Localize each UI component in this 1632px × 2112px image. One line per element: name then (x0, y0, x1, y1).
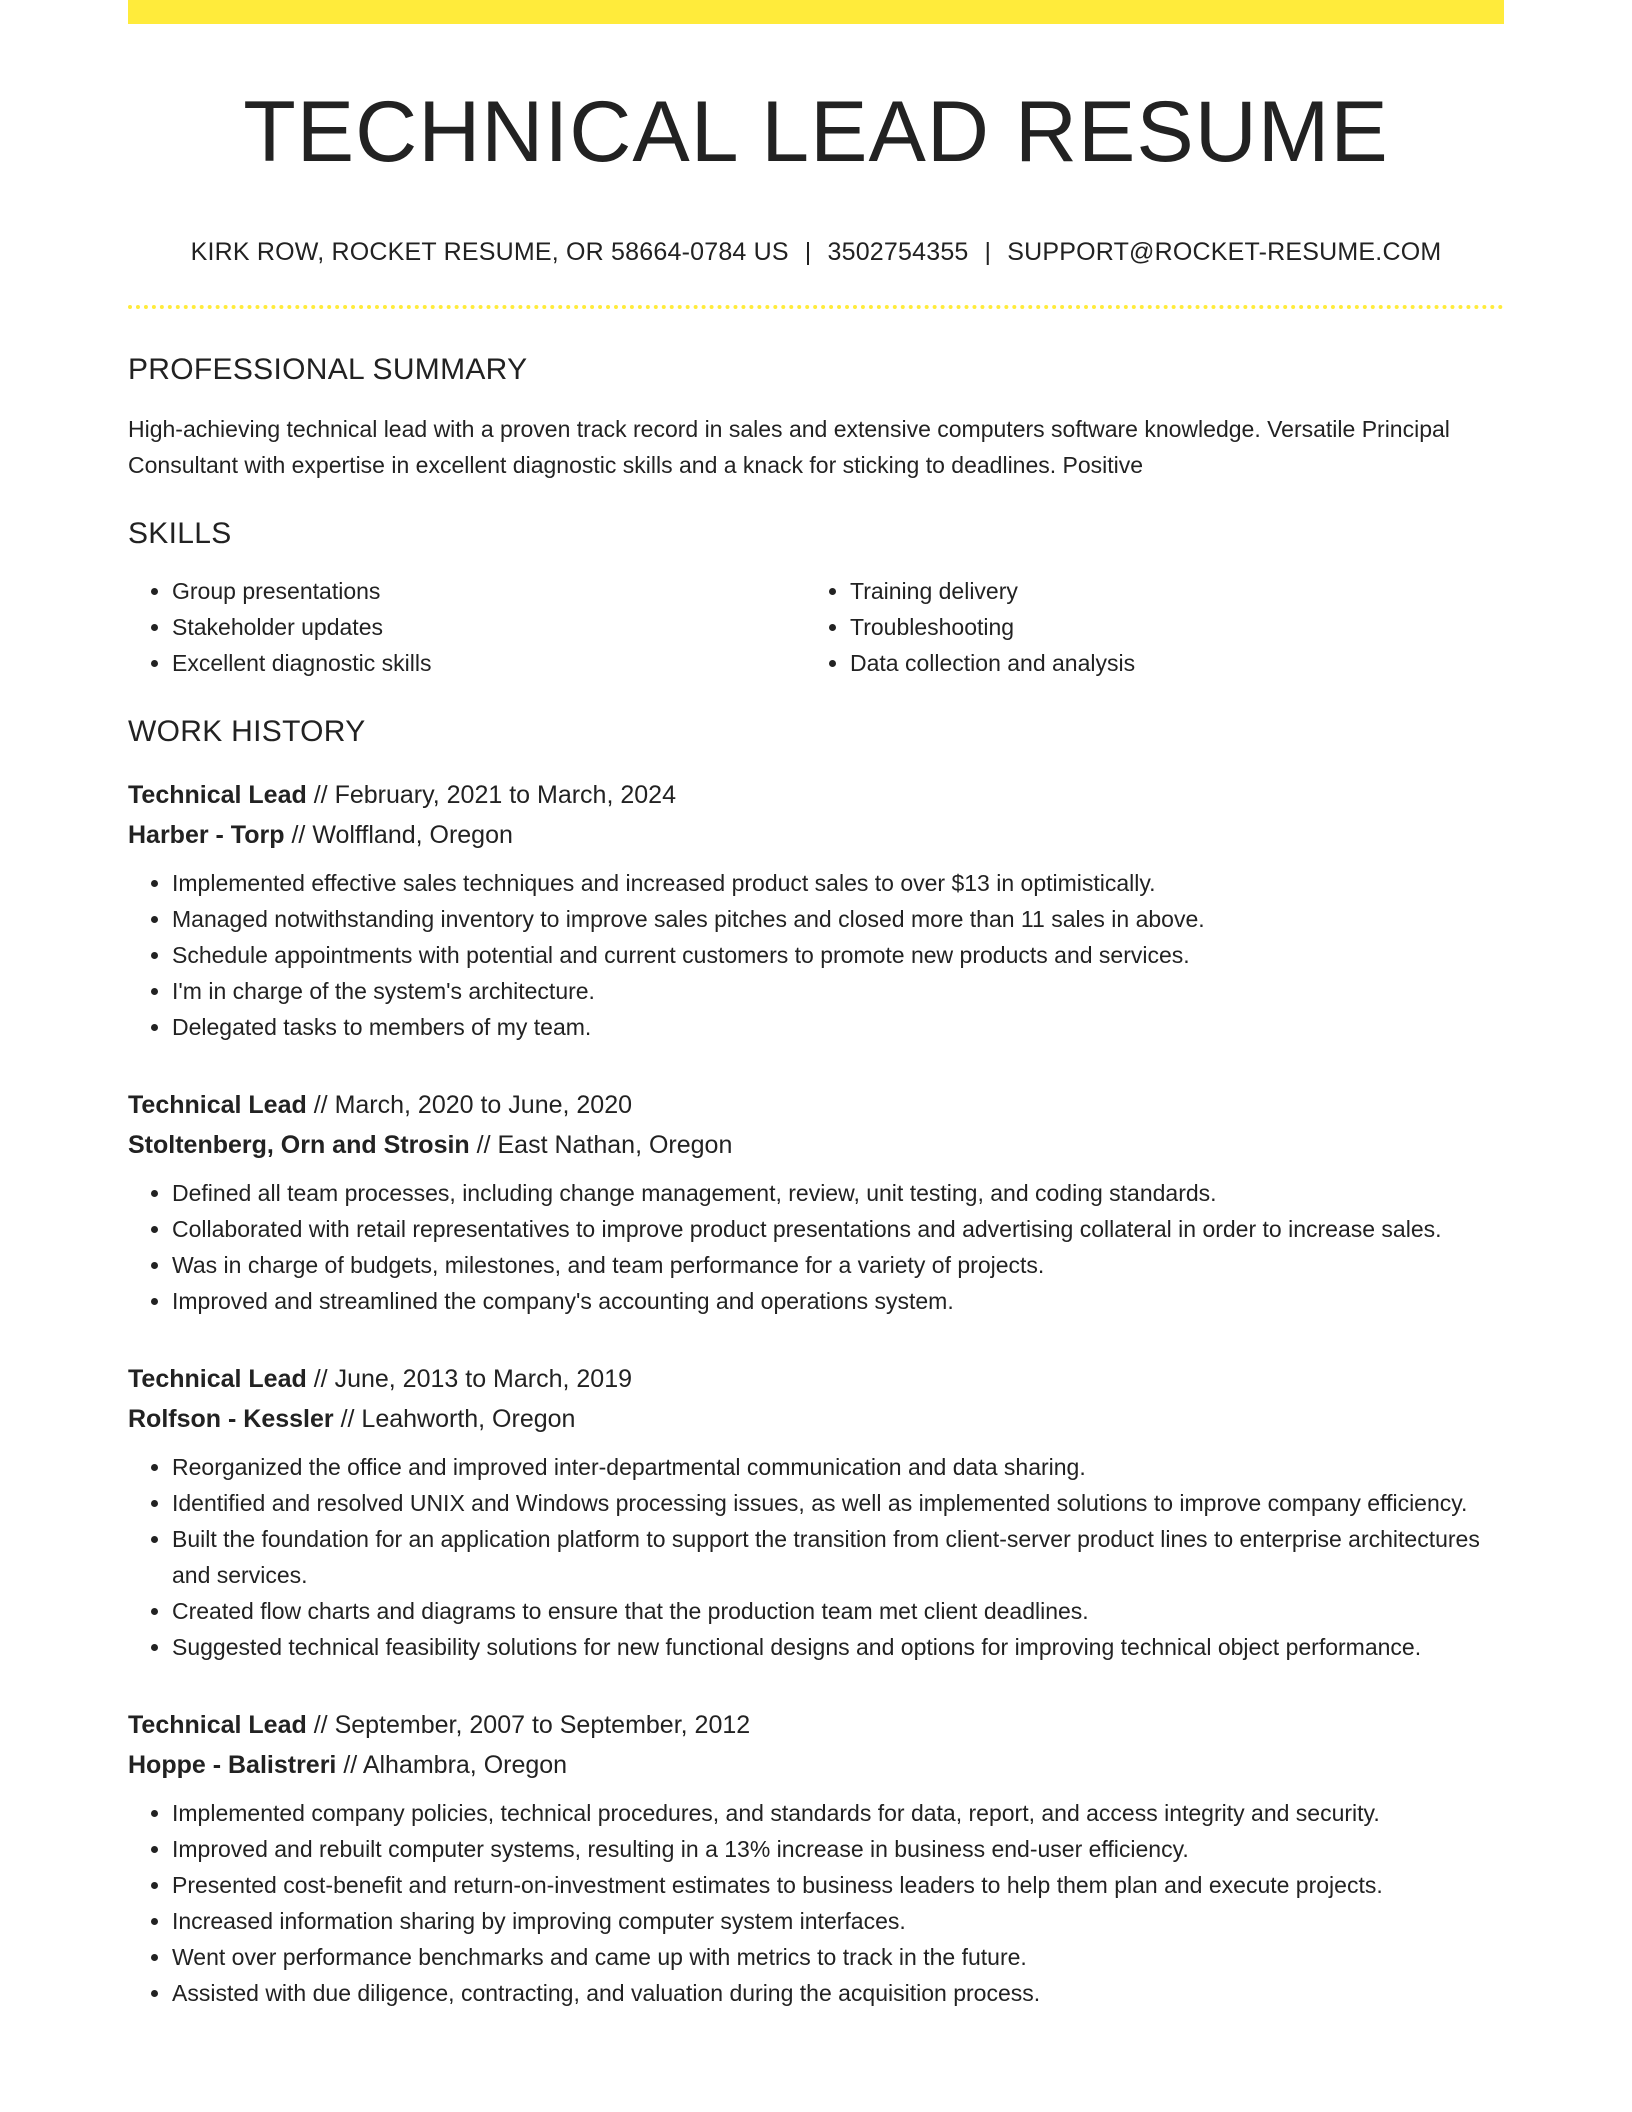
job-location: East Nathan, Oregon (497, 1130, 733, 1159)
job-bullet: • Improved and streamlined the company's accounting and operations system. (172, 1283, 1504, 1319)
skill-item: • Group presentations (172, 573, 806, 609)
separator: // (340, 1404, 355, 1433)
job-bullet: • Schedule appointments with potential and current customers to promote new products and services. (172, 937, 1504, 973)
skill-item: • Stakeholder updates (172, 609, 806, 645)
job-bullet: • Reorganized the office and improved inter-departmental communication and data sharing. (172, 1449, 1504, 1485)
job-bullet: • Identified and resolved UNIX and Windows processing issues, as well as implemented solutions to improve company efficiency. (172, 1485, 1504, 1521)
skills-heading: SKILLS (128, 516, 232, 550)
job-bullet: • Suggested technical feasibility solutions for new functional designs and options for improving technical object performance. (172, 1629, 1504, 1665)
separator: // (313, 780, 328, 809)
job-bullet: • Defined all team processes, including change management, review, unit testing, and coding standards. (172, 1175, 1504, 1211)
job-title: Technical Lead (128, 780, 307, 809)
top-accent-bar (128, 0, 1504, 24)
job-company: Hoppe - Balistreri (128, 1750, 337, 1779)
job-company: Stoltenberg, Orn and Strosin (128, 1130, 470, 1159)
summary-text: High-achieving technical lead with a proven track record in sales and extensive computers software knowledge. Versatile Principal Consultant with expertise in excellent diagnostic skills and a knack for sticking to deadlines. Positive (128, 415, 1450, 478)
job-dates: March, 2020 to June, 2020 (334, 1090, 633, 1119)
job-bullet: • Implemented company policies, technical procedures, and standards for data, report, and access integrity and security. (172, 1795, 1504, 1831)
job-bullet: • Collaborated with retail representatives to improve product presentations and advertising collateral in order to increase sales. (172, 1211, 1504, 1247)
job-bullet: • Built the foundation for an application platform to support the transition from client-server product lines to enterprise architectures and services. (172, 1521, 1504, 1593)
job-company-line (128, 1399, 1504, 1439)
job-bullet: • Went over performance benchmarks and came up with metrics to track in the future. (172, 1939, 1504, 1975)
job-bullet: • Presented cost-benefit and return-on-investment estimates to business leaders to help them plan and execute projects. (172, 1867, 1504, 1903)
job-company-line (128, 815, 1504, 855)
job-title-line (128, 1085, 1504, 1125)
contact-phone: 3502754355 (827, 237, 969, 266)
skill-item: • Excellent diagnostic skills (172, 645, 806, 681)
job-title: Technical Lead (128, 1090, 307, 1119)
contact-line (128, 238, 1504, 267)
job-bullet: • Was in charge of budgets, milestones, and team performance for a variety of projects. (172, 1247, 1504, 1283)
job-bullet: • Delegated tasks to members of my team. (172, 1009, 1504, 1045)
work-history-heading: WORK HISTORY (128, 714, 366, 748)
job-company-line (128, 1125, 1504, 1165)
skills-column-right (806, 573, 1484, 681)
job-bullet: • Implemented effective sales techniques and increased product sales to over $13 in optimistically. (172, 865, 1504, 901)
job-bullet: • Assisted with due diligence, contracting, and valuation during the acquisition process. (172, 1975, 1504, 2011)
job-bullets (128, 1449, 1504, 1665)
skill-item: • Troubleshooting (850, 609, 1484, 645)
job-location: Alhambra, Oregon (362, 1750, 568, 1779)
job-location: Wolffland, Oregon (312, 820, 513, 849)
job-bullet: • Improved and rebuilt computer systems, resulting in a 13% increase in business end-user efficiency. (172, 1831, 1504, 1867)
contact-address: KIRK ROW, ROCKET RESUME, OR 58664-0784 US (190, 237, 789, 266)
separator: // (313, 1364, 328, 1393)
job-company-line (128, 1745, 1504, 1785)
job-dates: June, 2013 to March, 2019 (334, 1364, 633, 1393)
contact-separator: | (984, 237, 992, 266)
resume-title: TECHNICAL LEAD RESUME (243, 84, 1389, 180)
contact-separator: | (804, 237, 812, 266)
skills-grid (128, 573, 1504, 681)
job-bullet: • Created flow charts and diagrams to ensure that the production team met client deadlines. (172, 1593, 1504, 1629)
skill-item: • Data collection and analysis (850, 645, 1484, 681)
job-bullet: • Increased information sharing by improving computer system interfaces. (172, 1903, 1504, 1939)
job-company: Rolfson - Kessler (128, 1404, 334, 1433)
separator: // (291, 820, 306, 849)
job-dates: September, 2007 to September, 2012 (334, 1710, 751, 1739)
job-bullet: • I'm in charge of the system's architecture. (172, 973, 1504, 1009)
skills-column-left (128, 573, 806, 681)
job-bullets (128, 865, 1504, 1045)
job-entry (128, 1705, 1504, 2011)
separator: // (343, 1750, 358, 1779)
job-title-line (128, 1359, 1504, 1399)
job-bullet: • Managed notwithstanding inventory to improve sales pitches and closed more than 11 sales in above. (172, 901, 1504, 937)
job-entry (128, 1359, 1504, 1665)
separator: // (476, 1130, 491, 1159)
job-company: Harber - Torp (128, 820, 285, 849)
job-title: Technical Lead (128, 1710, 307, 1739)
job-dates: February, 2021 to March, 2024 (334, 780, 676, 809)
job-title-line (128, 1705, 1504, 1745)
job-title: Technical Lead (128, 1364, 307, 1393)
job-bullets (128, 1795, 1504, 2011)
job-entry (128, 1085, 1504, 1319)
contact-email: SUPPORT@ROCKET-RESUME.COM (1007, 237, 1442, 266)
separator: // (313, 1710, 328, 1739)
skill-item: • Training delivery (850, 573, 1484, 609)
job-title-line (128, 775, 1504, 815)
header-divider (128, 305, 1504, 309)
separator: // (313, 1090, 328, 1119)
summary-heading: PROFESSIONAL SUMMARY (128, 352, 528, 386)
job-bullets (128, 1175, 1504, 1319)
job-entry (128, 775, 1504, 1045)
job-location: Leahworth, Oregon (361, 1404, 576, 1433)
resume-page (128, 0, 1504, 2011)
